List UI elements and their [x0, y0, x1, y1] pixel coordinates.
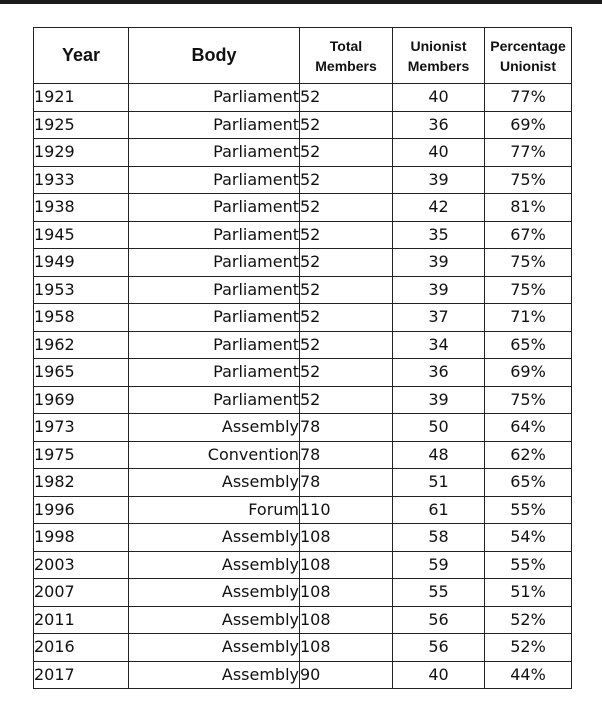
table-row: [34, 661, 572, 689]
total-members-cell: 52: [300, 166, 393, 194]
body-cell: Assembly: [129, 469, 300, 497]
header-unionist-members: [393, 28, 485, 84]
percentage-unionist-cell: 77%: [485, 139, 572, 167]
table-row: [34, 331, 572, 359]
unionist-members-cell: 34: [393, 331, 485, 359]
percentage-unionist-cell: 52%: [485, 606, 572, 634]
total-members-cell: 108: [300, 606, 393, 634]
unionist-members-cell: 39: [393, 386, 485, 414]
body-cell: Parliament: [129, 194, 300, 222]
table-row: [34, 111, 572, 139]
body-cell: Parliament: [129, 139, 300, 167]
percentage-unionist-cell: 54%: [485, 524, 572, 552]
percentage-unionist-cell: 65%: [485, 469, 572, 497]
table-row: [34, 304, 572, 332]
top-border: [0, 0, 602, 4]
table-row: [34, 139, 572, 167]
year-cell: 1929: [34, 139, 129, 167]
percentage-unionist-cell: 62%: [485, 441, 572, 469]
header-total-line2: Members: [315, 57, 377, 74]
unionist-members-cell: 40: [393, 139, 485, 167]
total-members-cell: 108: [300, 634, 393, 662]
unionist-members-cell: 36: [393, 111, 485, 139]
unionist-members-cell: 42: [393, 194, 485, 222]
total-members-cell: 78: [300, 441, 393, 469]
total-members-cell: 108: [300, 579, 393, 607]
header-unionist-line1: Unionist: [410, 37, 467, 54]
header-percentage-line2: Unionist: [500, 57, 556, 74]
header-body: Body: [129, 28, 300, 84]
header-row: [34, 28, 572, 84]
unionist-members-cell: 55: [393, 579, 485, 607]
unionist-members-cell: 50: [393, 414, 485, 442]
body-cell: Parliament: [129, 111, 300, 139]
body-cell: Parliament: [129, 221, 300, 249]
table-row: [34, 249, 572, 277]
header-total-members: [300, 28, 393, 84]
body-cell: Parliament: [129, 276, 300, 304]
year-cell: 1958: [34, 304, 129, 332]
total-members-cell: 52: [300, 194, 393, 222]
unionist-members-cell: 56: [393, 606, 485, 634]
table-row: [34, 496, 572, 524]
body-cell: Convention: [129, 441, 300, 469]
body-cell: Parliament: [129, 359, 300, 387]
body-cell: Assembly: [129, 634, 300, 662]
year-cell: 1996: [34, 496, 129, 524]
year-cell: 1962: [34, 331, 129, 359]
percentage-unionist-cell: 75%: [485, 249, 572, 277]
unionist-members-cell: 39: [393, 276, 485, 304]
year-cell: 1925: [34, 111, 129, 139]
year-cell: 2003: [34, 551, 129, 579]
unionist-members-cell: 61: [393, 496, 485, 524]
percentage-unionist-cell: 77%: [485, 84, 572, 112]
total-members-cell: 78: [300, 469, 393, 497]
table-row: [34, 194, 572, 222]
table-row: [34, 469, 572, 497]
year-cell: 1949: [34, 249, 129, 277]
total-members-cell: 52: [300, 304, 393, 332]
unionist-members-cell: 40: [393, 661, 485, 689]
body-cell: Parliament: [129, 166, 300, 194]
percentage-unionist-cell: 71%: [485, 304, 572, 332]
total-members-cell: 90: [300, 661, 393, 689]
year-cell: 2017: [34, 661, 129, 689]
total-members-cell: 110: [300, 496, 393, 524]
unionist-members-cell: 59: [393, 551, 485, 579]
percentage-unionist-cell: 55%: [485, 496, 572, 524]
total-members-cell: 78: [300, 414, 393, 442]
percentage-unionist-cell: 69%: [485, 111, 572, 139]
percentage-unionist-cell: 64%: [485, 414, 572, 442]
percentage-unionist-cell: 75%: [485, 166, 572, 194]
percentage-unionist-cell: 69%: [485, 359, 572, 387]
table-body: [34, 84, 572, 689]
unionist-members-cell: 36: [393, 359, 485, 387]
table-row: [34, 359, 572, 387]
total-members-cell: 52: [300, 276, 393, 304]
year-cell: 1975: [34, 441, 129, 469]
unionist-members-cell: 40: [393, 84, 485, 112]
table-row: [34, 221, 572, 249]
year-cell: 1998: [34, 524, 129, 552]
total-members-cell: 52: [300, 386, 393, 414]
unionist-membership-table: [33, 27, 572, 689]
header-unionist-line2: Members: [407, 57, 470, 74]
total-members-cell: 52: [300, 84, 393, 112]
body-cell: Assembly: [129, 551, 300, 579]
total-members-cell: 52: [300, 331, 393, 359]
percentage-unionist-cell: 51%: [485, 579, 572, 607]
year-cell: 2011: [34, 606, 129, 634]
body-cell: Assembly: [129, 606, 300, 634]
year-cell: 1969: [34, 386, 129, 414]
percentage-unionist-cell: 52%: [485, 634, 572, 662]
table-row: [34, 634, 572, 662]
year-cell: 1973: [34, 414, 129, 442]
body-cell: Assembly: [129, 524, 300, 552]
total-members-cell: 52: [300, 249, 393, 277]
table-row: [34, 84, 572, 112]
body-cell: Forum: [129, 496, 300, 524]
body-cell: Parliament: [129, 386, 300, 414]
table-row: [34, 441, 572, 469]
percentage-unionist-cell: 44%: [485, 661, 572, 689]
unionist-members-cell: 56: [393, 634, 485, 662]
table-row: [34, 524, 572, 552]
header-percentage-unionist: [485, 28, 572, 84]
unionist-members-cell: 39: [393, 249, 485, 277]
year-cell: 1933: [34, 166, 129, 194]
year-cell: 1921: [34, 84, 129, 112]
unionist-members-cell: 51: [393, 469, 485, 497]
percentage-unionist-cell: 75%: [485, 276, 572, 304]
table-row: [34, 414, 572, 442]
percentage-unionist-cell: 75%: [485, 386, 572, 414]
body-cell: Assembly: [129, 661, 300, 689]
year-cell: 2007: [34, 579, 129, 607]
table-row: [34, 579, 572, 607]
percentage-unionist-cell: 55%: [485, 551, 572, 579]
year-cell: 1953: [34, 276, 129, 304]
percentage-unionist-cell: 65%: [485, 331, 572, 359]
unionist-members-cell: 37: [393, 304, 485, 332]
year-cell: 1938: [34, 194, 129, 222]
year-cell: 2016: [34, 634, 129, 662]
total-members-cell: 52: [300, 111, 393, 139]
header-percentage-line1: Percentage: [490, 37, 566, 54]
total-members-cell: 52: [300, 221, 393, 249]
header-total-line1: Total: [329, 37, 363, 54]
total-members-cell: 52: [300, 139, 393, 167]
body-cell: Parliament: [129, 304, 300, 332]
body-cell: Assembly: [129, 414, 300, 442]
body-cell: Parliament: [129, 84, 300, 112]
table-row: [34, 551, 572, 579]
total-members-cell: 108: [300, 524, 393, 552]
unionist-members-cell: 58: [393, 524, 485, 552]
year-cell: 1945: [34, 221, 129, 249]
percentage-unionist-cell: 81%: [485, 194, 572, 222]
year-cell: 1965: [34, 359, 129, 387]
year-cell: 1982: [34, 469, 129, 497]
body-cell: Parliament: [129, 249, 300, 277]
total-members-cell: 108: [300, 551, 393, 579]
body-cell: Assembly: [129, 579, 300, 607]
total-members-cell: 52: [300, 359, 393, 387]
body-cell: Parliament: [129, 331, 300, 359]
percentage-unionist-cell: 67%: [485, 221, 572, 249]
unionist-members-cell: 35: [393, 221, 485, 249]
table-row: [34, 276, 572, 304]
unionist-members-cell: 39: [393, 166, 485, 194]
table-row: [34, 166, 572, 194]
table-row: [34, 386, 572, 414]
table-row: [34, 606, 572, 634]
unionist-members-cell: 48: [393, 441, 485, 469]
header-year: Year: [34, 28, 129, 84]
